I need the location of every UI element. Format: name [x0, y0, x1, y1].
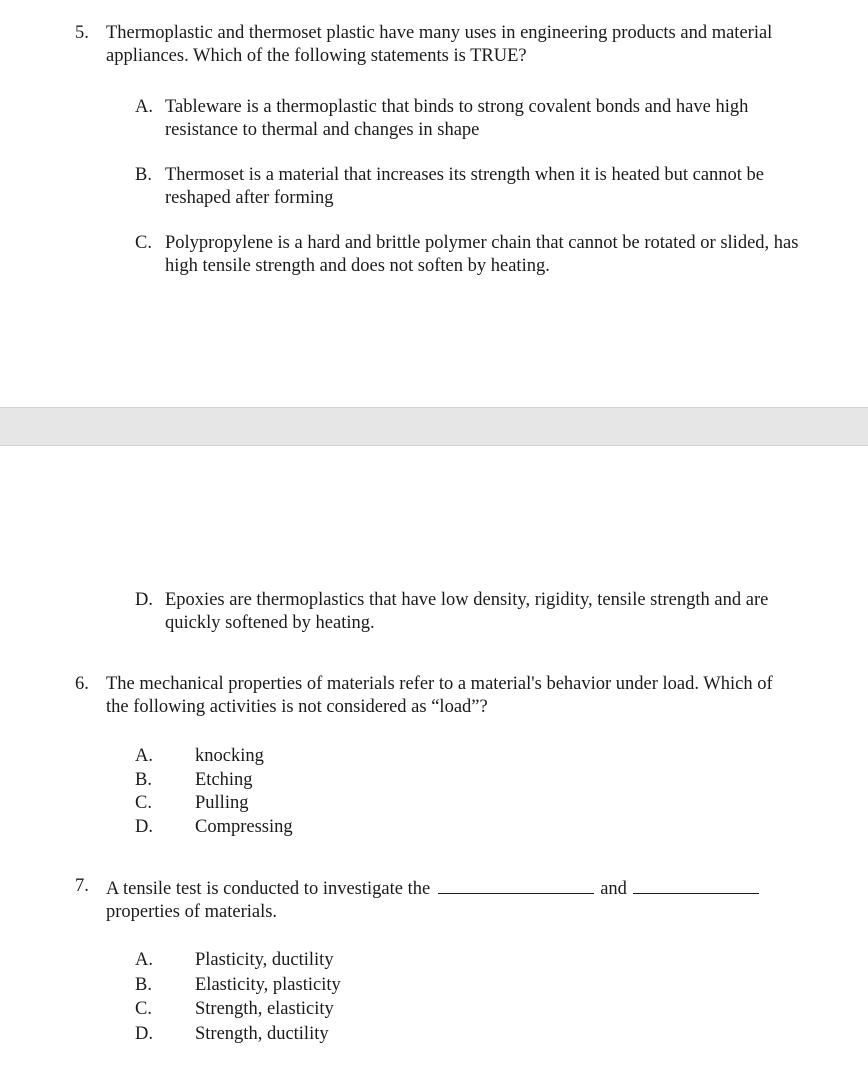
option-text: Pulling	[195, 793, 249, 813]
question-5-option-a	[135, 96, 805, 142]
question-text-middle: and	[600, 879, 627, 899]
page-separator	[0, 407, 868, 446]
question-number: 6.	[75, 674, 89, 694]
option-letter: B.	[135, 769, 152, 790]
option-letter: C.	[135, 999, 152, 1019]
option-letter: C.	[135, 233, 152, 253]
option-letter: C.	[135, 793, 152, 813]
option-letter: B.	[135, 974, 152, 995]
question-number: 5.	[75, 23, 89, 43]
option-letter: B.	[135, 165, 152, 185]
option-letter: A.	[135, 950, 153, 970]
option-letter: A.	[135, 97, 153, 117]
option-text: knocking	[195, 746, 264, 766]
page-bottom	[0, 446, 868, 1067]
option-text: Strength, ductility	[195, 1023, 329, 1044]
option-text: Tableware is a thermoplastic that binds to strong covalent bonds and have high resistance to thermal and changes in shape	[165, 97, 749, 140]
option-text: Thermoset is a material that increases its strength when it is heated but cannot be reshaped after forming	[165, 165, 765, 208]
option-text: Epoxies are thermoplastics that have low density, rigidity, tensile strength and are quickly softened by heating.	[165, 590, 769, 633]
question-7	[75, 875, 795, 924]
question-text-end: properties of materials.	[106, 902, 278, 922]
option-letter: A.	[135, 746, 153, 766]
question-5	[75, 22, 795, 68]
question-text: Thermoplastic and thermoset plastic have many uses in engineering products and material appliances. Which of the following statements is TRUE?	[106, 23, 773, 66]
option-letter: D.	[135, 816, 153, 837]
question-number: 7.	[75, 876, 89, 896]
question-5-option-c	[135, 232, 805, 278]
option-letter: D.	[135, 1023, 153, 1044]
option-text: Elasticity, plasticity	[195, 974, 341, 995]
option-text: Polypropylene is a hard and brittle polymer chain that cannot be rotated or slided, has high tensile strength and does not soften by heating.	[165, 233, 799, 276]
answer-blank-1[interactable]	[438, 875, 594, 894]
option-letter: D.	[135, 590, 153, 610]
answer-blank-2[interactable]	[633, 875, 759, 894]
option-text: Strength, elasticity	[195, 999, 334, 1019]
question-5-option-b	[135, 164, 805, 210]
question-text	[106, 875, 795, 924]
question-6	[75, 673, 795, 719]
question-5-option-d	[135, 589, 805, 635]
option-text: Etching	[195, 769, 253, 790]
question-text: The mechanical properties of materials refer to a material's behavior under load. Which of the following activities is not considered as “load”?	[106, 674, 773, 717]
option-text: Compressing	[195, 816, 293, 837]
question-text-start: A tensile test is conducted to investigate the	[106, 879, 431, 899]
option-text: Plasticity, ductility	[195, 950, 334, 970]
